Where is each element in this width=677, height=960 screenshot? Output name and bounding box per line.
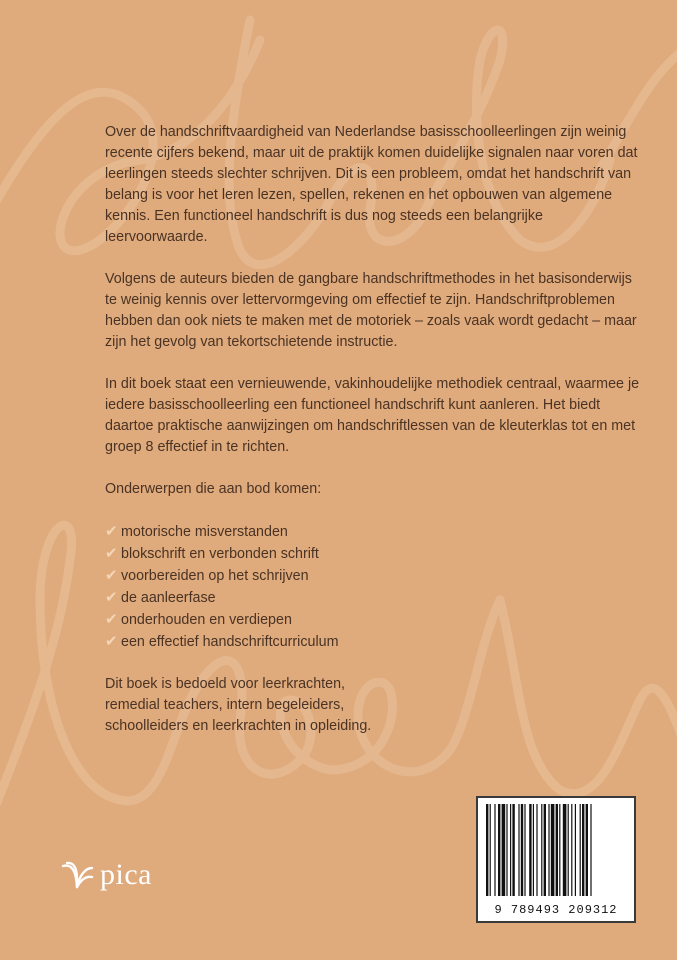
audience-text: Dit boek is bedoeld voor leerkrachten, remedial teachers, intern begeleiders, schoolleiders en leerkrachten in opleiding. — [105, 676, 372, 734]
topics-heading: Onderwerpen die aan bod komen: — [105, 481, 322, 497]
barcode-bar — [548, 804, 549, 896]
barcode-bar — [498, 804, 500, 896]
barcode-bar — [575, 804, 576, 896]
paragraph-methods: Volgens de auteurs bieden de gangbare handschriftmethodes in het basisonderwijs te weinig kennis over lettervormgeving om effectief te zijn. Handschriftproblemen hebben dan ook niets te maken met de motoriek – zoals vaak wordt gedacht – maar zijn het gevolg van tekortschietende instructie. — [105, 271, 637, 350]
barcode-bar — [536, 804, 537, 896]
barcode-bar — [521, 804, 523, 896]
check-icon: ✔ — [105, 633, 118, 650]
barcode-bar — [524, 804, 525, 896]
barcode-bar — [518, 804, 519, 896]
barcode-bar — [533, 804, 534, 896]
barcode-bar — [563, 804, 567, 896]
barcode-bar — [580, 804, 581, 896]
barcode-bars — [486, 804, 626, 896]
barcode-bar — [568, 804, 569, 896]
check-icon: ✔ — [105, 545, 118, 562]
book-pages-icon — [60, 860, 94, 890]
barcode-bar — [559, 804, 560, 896]
list-item: ✔ voorbereiden op het schrijven — [105, 567, 309, 584]
barcode-bar — [502, 804, 506, 896]
check-icon: ✔ — [105, 589, 118, 606]
list-item: ✔ blokschrift en verbonden schrift — [105, 545, 319, 562]
isbn-number: 9 789493 209312 — [494, 903, 618, 917]
check-icon: ✔ — [105, 523, 118, 540]
barcode-bar — [512, 804, 514, 896]
publisher-name: pica — [100, 858, 152, 891]
barcode-bar — [529, 804, 531, 896]
list-item: ✔ onderhouden en verdiepen — [105, 611, 292, 628]
barcode-bar — [551, 804, 555, 896]
paragraph-book: In dit boek staat een vernieuwende, vakinhoudelijke methodiek centraal, waarmee je iedere basisschoolleerling een functioneel handschrift kunt aanleren. Het biedt daartoe praktische aanwijzingen om handschriftlessen van de kleuterklas tot en met groep 8 effectief in te richten. — [105, 376, 640, 455]
barcode-bar — [506, 804, 507, 896]
check-icon: ✔ — [105, 567, 118, 584]
barcode-bar — [541, 804, 542, 896]
list-item: ✔ motorische misverstanden — [105, 523, 288, 540]
check-icon: ✔ — [105, 611, 118, 628]
back-cover-text — [105, 122, 645, 737]
publisher-logo — [60, 858, 152, 892]
barcode-bar — [582, 804, 584, 896]
barcode-bar — [556, 804, 558, 896]
barcode-bar — [571, 804, 572, 896]
list-item: ✔ de aanleerfase — [105, 589, 216, 606]
barcode-bar — [490, 804, 491, 896]
isbn-barcode — [476, 796, 636, 923]
topics-list — [105, 521, 645, 653]
barcode-bar — [590, 804, 591, 896]
barcode-bar — [544, 804, 546, 896]
barcode-bar — [494, 804, 495, 896]
list-item: ✔ een effectief handschriftcurriculum — [105, 633, 339, 650]
barcode-bar — [510, 804, 511, 896]
barcode-bar — [486, 804, 488, 896]
paragraph-intro: Over de handschriftvaardigheid van Nederlandse basisschoolleerlingen zijn weinig recente cijfers bekend, maar uit de praktijk komen duidelijke signalen naar voren dat leerlingen steeds slechter schrijven. Dit is een probleem, omdat het handschrift van belang is voor het leren lezen, spellen, rekenen en het opbouwen van algemene kennis. Een functioneel handschrift is dus nog steeds een belangrijke leervoorwaarde. — [105, 124, 638, 245]
barcode-bar — [586, 804, 588, 896]
